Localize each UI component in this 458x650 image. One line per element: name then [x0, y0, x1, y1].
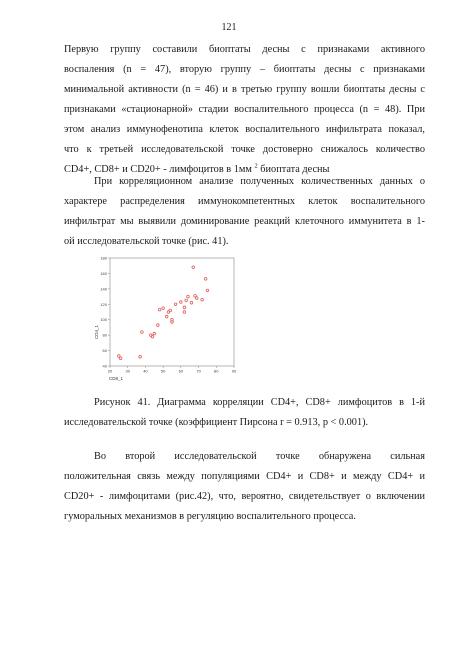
y-tick-label: 60 [102, 348, 107, 354]
text-line: воспаления (n = 47), вторую группу – биоптаты десны с признаками [64, 64, 425, 75]
y-tick-label: 80 [102, 332, 107, 338]
x-tick-label: 40 [143, 368, 148, 374]
x-tick-label: 60 [178, 368, 184, 374]
text-segment: CD4+, CD8+ и CD20+ - лимфоцитов в 1мм [64, 164, 255, 175]
paragraph-3 [64, 447, 425, 527]
scatter-chart [90, 250, 240, 385]
x-tick-label: 90 [231, 368, 237, 374]
figure-caption [64, 393, 425, 433]
text-line: минимальной активности (n = 46) и в третью группу вошли биоптаты десны с [64, 84, 425, 95]
x-axis-label: CD8_1 [108, 376, 124, 381]
y-tick-label: 100 [100, 317, 107, 323]
y-tick-label: 180 [100, 255, 107, 261]
text-line: характере распределения иммунокомпетентных клеток воспалительного [64, 196, 425, 207]
x-tick-label: 30 [125, 368, 130, 374]
text-line: CD20+ - лимфоцитами (рис.42), что, вероятно, свидетельствует о включении [64, 491, 425, 502]
x-tick-label: 50 [160, 368, 166, 374]
y-tick-label: 120 [100, 301, 107, 307]
text-line: ой исследовательской точке (рис. 41). [64, 236, 229, 247]
y-tick-label: 40 [102, 363, 107, 369]
text-line: При корреляционном анализе полученных количественных данных о [94, 176, 425, 187]
text-line: положительная связь между популяциями CD4+ и CD8+ и между CD4+ и [64, 471, 425, 482]
superscript: 2 [254, 162, 258, 170]
scatter-plot-svg [90, 250, 240, 385]
x-tick-label: 70 [196, 368, 201, 374]
text-line: Во второй исследовательской точке обнаружена сильная [94, 451, 425, 462]
text-line: что к третьей исследовательской точке достоверно снижалось количество [64, 144, 425, 155]
caption-line: Рисунок 41. Диаграмма корреляции CD4+, CD8+ лимфоцитов в 1-й [94, 397, 425, 408]
text-line: Первую группу составили биоптаты десны с признаками активного [64, 44, 425, 55]
page-number: 121 [221, 22, 237, 33]
caption-line: исследовательской точке (коэффициент Пирсона r = 0.913, p < 0.001). [64, 417, 369, 428]
text-segment: биоптата десны [257, 164, 330, 175]
paragraph-1 [64, 40, 425, 180]
y-tick-label: 160 [100, 270, 107, 276]
plot-area [110, 258, 234, 366]
paragraph-2 [64, 172, 425, 252]
text-line: признаками «стационарной» стадии воспалительного процесса (n = 48). При [64, 104, 425, 115]
text-line: этом анализ иммунофенотипа клеток воспалительного инфильтрата показал, [64, 124, 425, 135]
y-tick-label: 140 [100, 286, 107, 292]
text-line: гуморальных механизмов в регуляцию воспалительного процесса. [64, 511, 356, 522]
text-line: инфильтрат мы выявили доминирование реакций клеточного иммунитета в 1- [64, 216, 425, 227]
x-tick-label: 20 [107, 368, 113, 374]
y-axis-label: CD4_1 [94, 324, 99, 340]
x-tick-label: 80 [214, 368, 219, 374]
